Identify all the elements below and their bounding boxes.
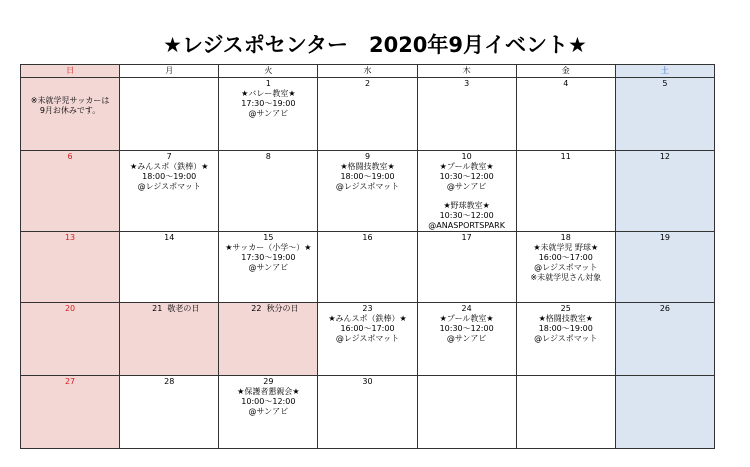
sunday-note xyxy=(21,78,119,116)
day-cell-1 xyxy=(219,78,318,151)
day-number: 14 xyxy=(164,233,175,242)
day-cell-26 xyxy=(615,303,714,376)
day-cell-28 xyxy=(120,376,219,449)
week-row-3 xyxy=(21,232,715,303)
page-title: ★レジスポセンター 2020年9月イベント★ xyxy=(163,33,587,57)
day-cell-21 xyxy=(120,303,219,376)
note-line: ※未就学児サッカーは xyxy=(30,96,110,105)
day-number: 15 xyxy=(263,233,274,242)
day-number: 10 xyxy=(461,152,472,161)
day-cell-empty xyxy=(21,78,120,151)
event-time: 16:00～17:00 xyxy=(340,324,395,333)
day-cell-empty xyxy=(615,376,714,449)
event-place: @サンアビ xyxy=(248,109,289,118)
day-cell-18 xyxy=(516,232,615,303)
day-cell-12 xyxy=(615,151,714,232)
day-number: 1 xyxy=(265,79,271,88)
day-cell-22 xyxy=(219,303,318,376)
day-cell-5 xyxy=(615,78,714,151)
event-place: @レジスポマット xyxy=(534,334,598,343)
event-title: ★格闘技教室★ xyxy=(538,314,593,323)
week-row-2 xyxy=(21,151,715,232)
event-time: 10:30～12:00 xyxy=(439,172,494,181)
day-cell-29 xyxy=(219,376,318,449)
day-number: 27 xyxy=(64,377,76,386)
event-place: @ANASPORTSPARK xyxy=(428,221,505,230)
day-number: 23 xyxy=(362,304,373,313)
event-title: ★サッカー（小学～）★ xyxy=(225,243,312,252)
day-number: 28 xyxy=(164,377,175,386)
day-number: 17 xyxy=(461,233,472,242)
day-cell-11 xyxy=(516,151,615,232)
calendar-grid xyxy=(20,64,715,449)
day-number: 9 xyxy=(364,152,371,161)
event-place: @サンアビ xyxy=(248,407,289,416)
event-place: @サンアビ xyxy=(446,182,487,191)
day-cell-4 xyxy=(516,78,615,151)
event-place: @サンアビ xyxy=(248,263,289,272)
event-time: 10:00～12:00 xyxy=(241,397,296,406)
day-cell-9 xyxy=(318,151,417,232)
day-cell-23 xyxy=(318,303,417,376)
day-number: 4 xyxy=(563,79,569,88)
week-row-5 xyxy=(21,376,715,449)
day-cell-15 xyxy=(219,232,318,303)
weekday-sat: 土 xyxy=(615,65,714,78)
day-number: 20 xyxy=(64,304,76,313)
weekday-header-row xyxy=(21,65,715,78)
event-title: ★バレー教室★ xyxy=(241,89,296,98)
event-note: ※未就学児さん対象 xyxy=(530,273,602,282)
event-time: 18:00～19:00 xyxy=(340,172,395,181)
day-number: 25 xyxy=(560,304,571,313)
day-cell-19 xyxy=(615,232,714,303)
day-number: 13 xyxy=(64,233,76,242)
holiday-label xyxy=(219,303,317,314)
weekday-tue: 火 xyxy=(219,65,318,78)
event-title: ★みんスポ（鉄棒）★ xyxy=(328,314,407,323)
day-cell-27 xyxy=(21,376,120,449)
event-title: ★野球教室★ xyxy=(443,201,490,210)
weekday-mon: 月 xyxy=(120,65,219,78)
day-number: 18 xyxy=(560,233,571,242)
day-cell-8 xyxy=(219,151,318,232)
event-time: 18:00～19:00 xyxy=(142,172,197,181)
day-number: 11 xyxy=(560,152,571,161)
day-cell-25 xyxy=(516,303,615,376)
event-place: @サンアビ xyxy=(446,334,487,343)
day-number: 8 xyxy=(265,152,271,161)
holiday-name: 敬老の日 xyxy=(167,304,200,313)
day-cell-10 xyxy=(417,151,516,232)
event-title: ★未就学児 野球★ xyxy=(533,243,599,252)
event-place: @レジスポマット xyxy=(335,182,400,191)
day-number: 19 xyxy=(659,233,671,242)
day-number: 6 xyxy=(67,152,73,161)
day-cell-14 xyxy=(120,232,219,303)
event-title: ★保護者懇親会★ xyxy=(237,387,300,396)
event-title: ★みんスポ（鉄棒）★ xyxy=(130,162,209,171)
event-time: 10:30～12:00 xyxy=(439,324,494,333)
event-spacer xyxy=(418,192,516,201)
day-cell-7 xyxy=(120,151,219,232)
event-title: ★プール教室★ xyxy=(439,162,494,171)
event-time: 10:30～12:00 xyxy=(439,211,494,220)
day-cell-13 xyxy=(21,232,120,303)
day-cell-empty xyxy=(417,376,516,449)
note-line: 9月お休みです。 xyxy=(39,106,101,115)
day-number: 22 xyxy=(251,304,262,313)
event-time: 18:00～19:00 xyxy=(538,324,593,333)
day-cell-3 xyxy=(417,78,516,151)
weekday-fri: 金 xyxy=(516,65,615,78)
day-cell-6 xyxy=(21,151,120,232)
event-title: ★プール教室★ xyxy=(439,314,494,323)
day-number: 3 xyxy=(464,79,470,88)
weekday-wed: 水 xyxy=(318,65,417,78)
event-place: @レジスポマット xyxy=(534,263,598,272)
day-cell-17 xyxy=(417,232,516,303)
day-cell-20 xyxy=(21,303,120,376)
holiday-name: 秋分の日 xyxy=(266,304,299,313)
day-cell-empty xyxy=(516,376,615,449)
day-number: 12 xyxy=(659,152,671,161)
day-cell-2 xyxy=(318,78,417,151)
event-title: ★格闘技教室★ xyxy=(340,162,395,171)
day-number: 5 xyxy=(662,79,668,88)
day-number: 2 xyxy=(364,79,371,88)
event-place: @レジスポマット xyxy=(137,182,201,191)
day-cell-30 xyxy=(318,376,417,449)
weekday-thu: 木 xyxy=(417,65,516,78)
weekday-sun: 日 xyxy=(21,65,120,78)
day-cell-24 xyxy=(417,303,516,376)
day-number: 7 xyxy=(166,152,172,161)
day-number: 21 xyxy=(152,304,163,313)
event-time: 17:30～19:00 xyxy=(241,99,296,108)
day-number: 26 xyxy=(659,304,671,313)
event-time: 16:00～17:00 xyxy=(538,253,593,262)
day-number: 24 xyxy=(461,304,472,313)
day-cell-16 xyxy=(318,232,417,303)
day-number: 16 xyxy=(362,233,373,242)
holiday-label xyxy=(120,303,218,314)
week-row-4 xyxy=(21,303,715,376)
day-number: 30 xyxy=(362,377,373,386)
event-place: @レジスポマット xyxy=(335,334,400,343)
event-time: 17:30～19:00 xyxy=(241,253,296,262)
day-number: 29 xyxy=(263,377,274,386)
week-row-1 xyxy=(21,78,715,151)
day-cell-empty xyxy=(120,78,219,151)
